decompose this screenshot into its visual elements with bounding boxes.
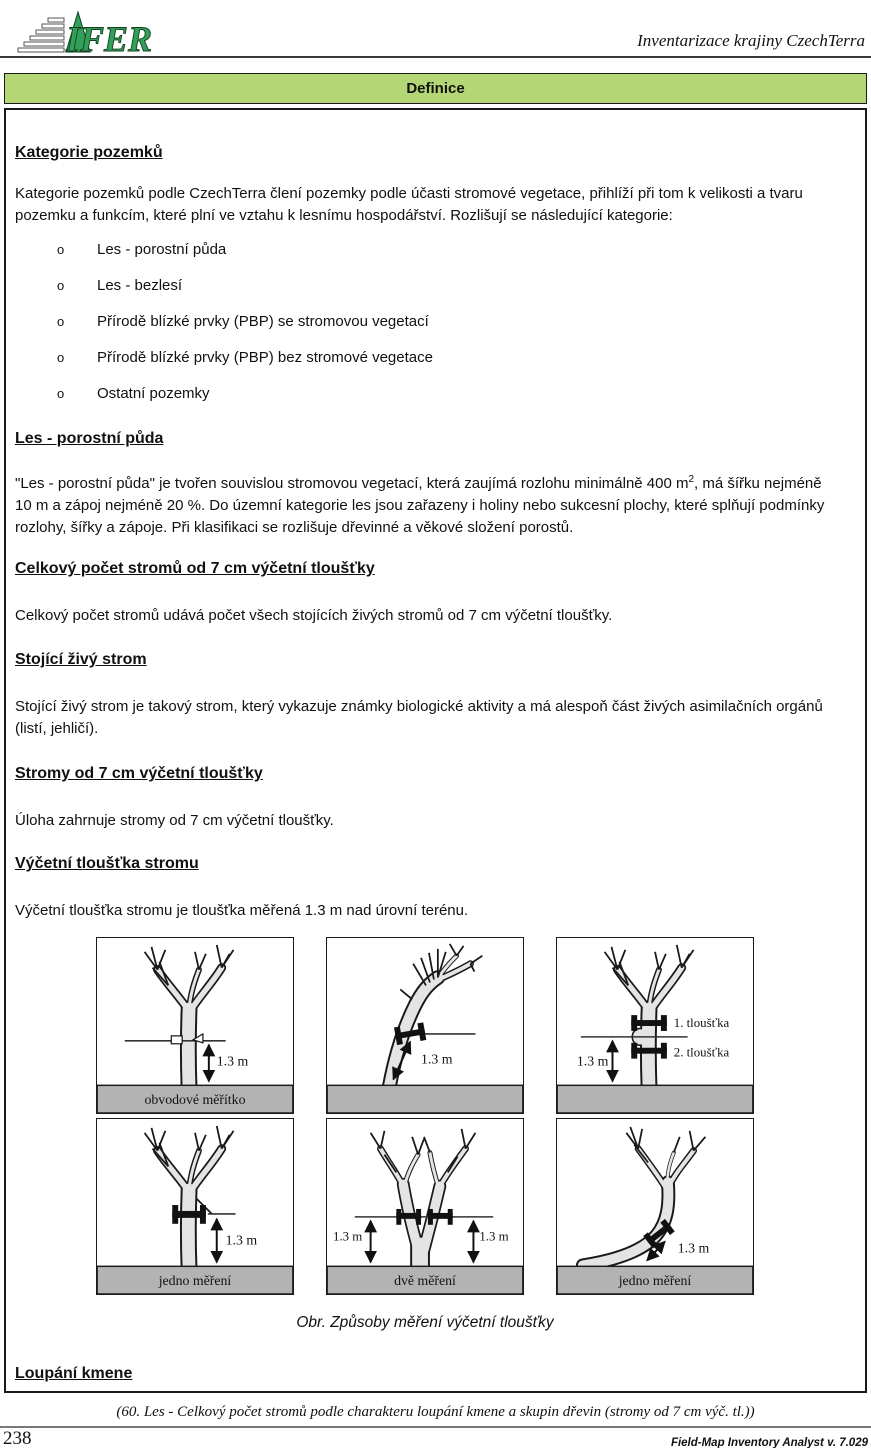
tree-diagram-tape-icon	[97, 938, 293, 1113]
bullet-marker: o	[57, 242, 65, 257]
paragraph-text: , má šířku nejméně 10 m a zápoj nejméně 20 %. Do územní kategorie les jsou zařazeny i holiny nebo sukcesní plochy, které splňují podmínky rozlohy, šířky a zápoje. Při klasifikaci se rozlišuje dřevinné a věkové složení porostů.	[15, 475, 825, 536]
figure-caption: Obr. Způsoby měření výčetní tloušťky	[296, 1314, 554, 1331]
ground-label: obvodové měřítko	[144, 1092, 246, 1108]
heading-kategorie-pozemku: Kategorie pozemků	[15, 144, 163, 161]
list-item	[15, 343, 825, 372]
tree-fill	[157, 1149, 221, 1270]
measure-label: 1.3 m	[421, 1051, 453, 1067]
bullet-text: Přírodě blízké prvky (PBP) bez stromové vegetace	[97, 349, 433, 366]
heading-celkovy-pocet-stromu: Celkový počet stromů od 7 cm výčetní tloušťky	[15, 560, 375, 577]
figure-panel-5	[326, 1118, 524, 1295]
list-item	[15, 271, 825, 300]
logo-stripes	[18, 18, 64, 52]
paragraph-les-porostni-puda	[15, 473, 825, 539]
heading-stojici-zivy-strom: Stojící živý strom	[15, 651, 147, 668]
paragraph-stojici-zivy-strom: Stojící živý strom je takový strom, který vykazuje známky biologické aktivity a má alespoň část živých asimilačních orgánů (listí, jehličí).	[15, 698, 823, 737]
category-list	[15, 235, 825, 408]
ground-label: dvě měření	[394, 1273, 456, 1289]
footnote: (60. Les - Celkový počet stromů podle charakteru loupání kmene a skupin dřevin (stromy od 7 cm výč. tl.))	[116, 1404, 755, 1420]
figure-panel-2	[326, 937, 524, 1114]
tree-fill	[157, 968, 221, 1089]
measure-label: 1.3 m	[576, 1053, 609, 1069]
heading-vycetni-tloustka: Výčetní tloušťka stromu	[15, 855, 199, 872]
ground-label: jedno měření	[158, 1273, 232, 1289]
measure-label-left: 1.3 m	[333, 1229, 363, 1244]
logo-text: IFER	[66, 19, 153, 56]
paragraph-text: "Les - porostní půda" je tvořen souvislou stromovou vegetací, která zaujímá rozlohu minimálně 400 m	[15, 475, 689, 492]
journal-title: Inventarizace krajiny CzechTerra	[637, 31, 865, 50]
heading-stromy-od-7cm: Stromy od 7 cm výčetní tloušťky	[15, 765, 263, 782]
measure-label-right: 1.3 m	[479, 1229, 509, 1244]
page-number: 238	[3, 1428, 32, 1448]
diameter1-label: 1. tloušťka	[673, 1015, 730, 1030]
tree-diagram-single-measurement-icon	[97, 1119, 293, 1294]
page-header	[0, 0, 871, 58]
tree-diagram-leaning-icon	[327, 938, 523, 1113]
list-item	[15, 307, 825, 336]
figure-panel-6	[556, 1118, 754, 1295]
ifer-logo-icon	[8, 6, 158, 56]
bullet-text: Ostatní pozemky	[97, 385, 210, 402]
tree-diagram-curved-base-icon	[557, 1119, 753, 1294]
paragraph-celkovy-pocet-stromu: Celkový počet stromů udává počet všech stojících živých stromů od 7 cm výčetní tloušťky.	[15, 607, 613, 624]
bullet-marker: o	[57, 278, 65, 293]
software-version: Field-Map Inventory Analyst v. 7.029	[670, 1437, 868, 1448]
footer-row	[0, 1428, 871, 1448]
tree-diagram-two-diameters-icon	[557, 938, 753, 1113]
paragraph-kategorie-pozemku: Kategorie pozemků podle CzechTerra člení pozemky podle účasti stromové vegetace, přihlíží při tom k velikosti a tvaru pozemku a funkcím, které plní ve vztahu k lesnímu hospodářství. Rozlišují se následující kategorie:	[15, 185, 803, 224]
ground-bar	[327, 1085, 523, 1113]
measure-label: 1.3 m	[677, 1240, 710, 1256]
heading-loupani-kmene: Loupání kmene	[15, 1365, 133, 1382]
ground-label: jedno měření	[618, 1273, 692, 1289]
superscript: 2	[688, 474, 695, 485]
paragraph-vycetni-tloustka: Výčetní tloušťka stromu je tloušťka měřená 1.3 m nad úrovní terénu.	[15, 902, 469, 919]
tree-twigs	[626, 1127, 705, 1163]
bullet-text: Les - porostní půda	[97, 241, 227, 258]
measure-label: 1.3 m	[225, 1232, 258, 1248]
banner-title: Definice	[406, 79, 465, 97]
bullet-text: Les - bezlesí	[97, 277, 183, 294]
paragraph-stromy-od-7cm: Úloha zahrnuje stromy od 7 cm výčetní tloušťky.	[15, 812, 334, 829]
figure-dbh-measurement	[25, 937, 825, 1334]
figure-panel-3	[556, 937, 754, 1114]
bullet-text: Přírodě blízké prvky (PBP) se stromovou vegetací	[97, 313, 429, 330]
bullet-marker: o	[57, 350, 65, 365]
bullet-marker: o	[57, 386, 65, 401]
tree-twigs	[371, 1129, 476, 1173]
definitions-banner	[4, 73, 867, 104]
ground-bar	[557, 1085, 753, 1113]
heading-les-porostni-puda: Les - porostní půda	[15, 430, 164, 447]
list-item	[15, 379, 825, 408]
figure-panel-4	[96, 1118, 294, 1295]
figure-panel-1	[96, 937, 294, 1114]
tree-fill	[617, 968, 681, 1089]
list-item	[15, 235, 825, 264]
figure-grid	[25, 937, 825, 1295]
bullet-marker: o	[57, 314, 65, 329]
tape-device-icon	[171, 1036, 182, 1044]
tree-outline	[389, 956, 470, 1087]
measure-label: 1.3 m	[216, 1053, 249, 1069]
diameter2-label: 2. tloušťka	[673, 1045, 730, 1060]
tree-diagram-forked-icon	[327, 1119, 523, 1294]
content-box	[4, 108, 867, 1393]
